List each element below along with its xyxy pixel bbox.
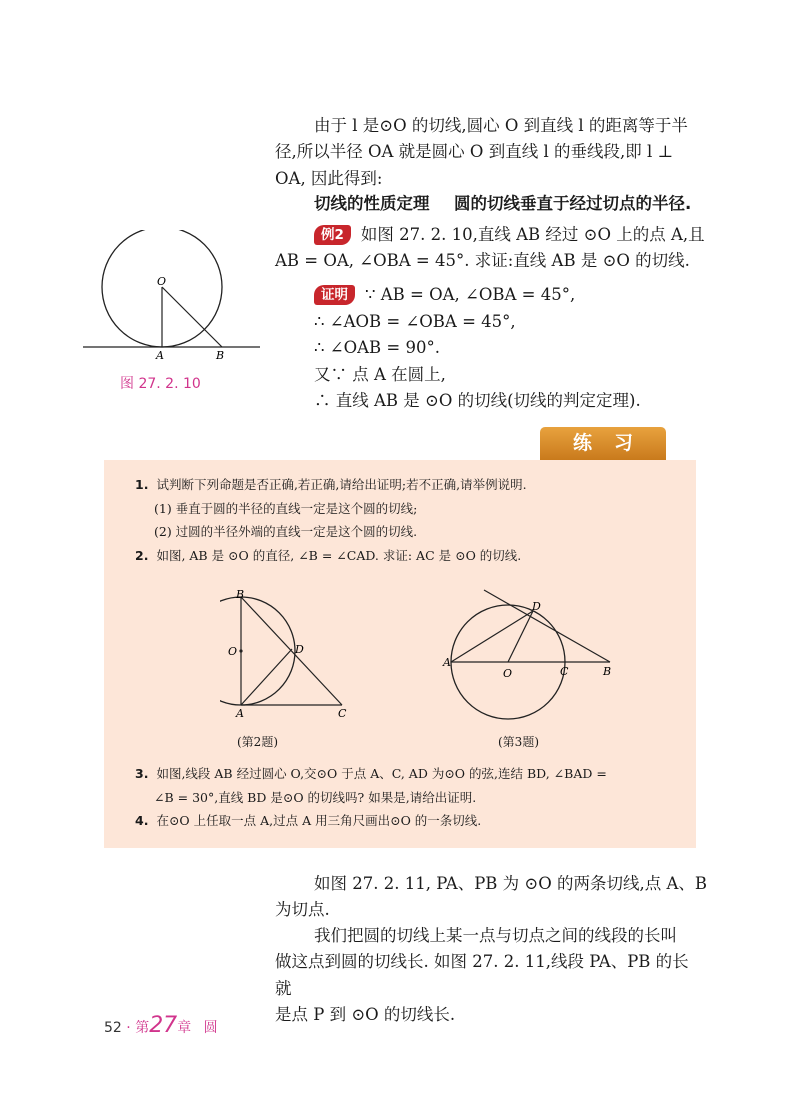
q1b-text: (2) 过圆的半径外端的直线一定是这个圆的切线.: [154, 524, 418, 539]
exercise-q3-q4: [135, 762, 695, 833]
proof-line-4: 又∵ 点 A 在圆上,: [314, 364, 446, 384]
intro-line-3: OA, 因此得到:: [275, 168, 383, 188]
q3-label-O: O: [503, 667, 513, 680]
q2-label-D: D: [295, 643, 304, 656]
intro-cont: [275, 139, 705, 192]
q3-text-b: ∠B = 30°,直线 BD 是⊙O 的切线吗? 如果是,请给出证明.: [154, 789, 477, 805]
q1-text: 试判断下列命题是否正确,若正确,请给出证明;若不正确,请举例说明.: [156, 477, 527, 492]
chapter-prefix: 第: [135, 1020, 150, 1036]
example-line-2: AB = OA, ∠OBA = 45°. 求证:直线 AB 是 ⊙O 的切线.: [275, 251, 690, 270]
q1a-text: (1) 垂直于圆的半径的直线一定是这个圆的切线;: [154, 500, 418, 516]
after-p2-line2: 做这点到圆的切线长. 如图 27. 2. 11,线段 PA、PB 的长就: [275, 952, 689, 998]
proof-line-5: ∴ 直线 AB 是 ⊙O 的切线(切线的判定定理).: [314, 391, 641, 410]
q3-text-a: 如图,线段 AB 经过圆心 O,交⊙O 于点 A、C, AD 为⊙O 的弦,连结 BD, ∠BAD =: [156, 766, 607, 781]
after-p1-line1: 如图 27. 2. 11, PA、PB 为 ⊙O 的两条切线,点 A、B: [314, 874, 708, 893]
footer-dot: ·: [126, 1020, 131, 1036]
chapter-suffix: 章: [177, 1020, 192, 1036]
figure-27-2-10: [80, 230, 280, 370]
q2-number: 2.: [135, 547, 149, 563]
exercise-tab: 练习: [540, 427, 666, 460]
q3-label-D: D: [532, 600, 541, 613]
q3-line-BD-extended: [484, 590, 610, 662]
theorem-title: 切线的性质定理: [314, 194, 430, 213]
q2-label-A: A: [236, 707, 244, 720]
fig3-caption: (第3题): [498, 735, 539, 749]
proof-line-2: ∴ ∠AOB = ∠OBA = 45°,: [314, 311, 516, 331]
proof: [314, 282, 714, 415]
proof-line-1: ∵ AB = OA, ∠OBA = 45°,: [365, 285, 576, 304]
page-number: 52: [104, 1020, 122, 1036]
figure1-segment-OB: [162, 287, 222, 347]
q2-text: 如图, AB 是 ⊙O 的直径, ∠B = ∠CAD. 求证: AC 是 ⊙O 的切线.: [156, 547, 522, 563]
example-2: [314, 222, 714, 249]
after-p1-line2: 为切点.: [275, 900, 330, 919]
fig2-caption: (第2题): [237, 735, 278, 749]
example-badge: 例2: [314, 225, 351, 245]
page-footer: [104, 1013, 218, 1038]
chapter-title: 圆: [203, 1020, 218, 1036]
q3-label-C: C: [560, 665, 569, 678]
figure-q2: [220, 585, 360, 725]
chapter-number: 27: [149, 1013, 178, 1038]
figure1-label-B: B: [216, 349, 225, 362]
after-p2-line1: 我们把圆的切线上某一点与切点之间的线段的长叫: [314, 926, 677, 945]
exercise-q1: [135, 473, 695, 567]
figure1-label-O: O: [157, 275, 167, 288]
intro-line-1: 由于 l 是⊙O 的切线,圆心 O 到直线 l 的距离等于半: [314, 116, 688, 135]
q3-label-A: A: [443, 656, 451, 669]
example-line-1: 如图 27. 2. 10,直线 AB 经过 ⊙O 上的点 A,且: [360, 225, 705, 244]
proof-badge: 证明: [314, 285, 355, 305]
proof-line-3: ∴ ∠OAB = 90°.: [314, 338, 440, 357]
after-p2: [275, 949, 705, 1029]
q2-center-dot: [239, 649, 242, 652]
q3-label-B: B: [603, 665, 612, 678]
q1-number: 1.: [135, 477, 149, 492]
theorem: [314, 191, 714, 218]
theorem-body: 圆的切线垂直于经过切点的半径.: [454, 194, 692, 213]
intro-line-2: 径,所以半径 OA 就是圆心 O 到直线 l 的垂线段,即 l ⊥: [275, 142, 673, 161]
q4-text: 在⊙O 上任取一点 A,过点 A 用三角尺画出⊙O 的一条切线.: [156, 813, 482, 828]
q2-label-O: O: [228, 645, 238, 658]
q2-label-C: C: [338, 707, 347, 720]
q4-number: 4.: [135, 813, 149, 828]
intro-paragraph: [314, 113, 704, 140]
q3-number: 3.: [135, 766, 149, 781]
q2-label-B: B: [236, 588, 245, 601]
figure-q3: [440, 585, 630, 725]
figure1-label-A: A: [156, 349, 164, 362]
after-p2-line3: 是点 P 到 ⊙O 的切线长.: [275, 1005, 456, 1024]
figure1-caption: 图 27. 2. 10: [120, 376, 201, 392]
q2-line-AD: [241, 649, 292, 705]
